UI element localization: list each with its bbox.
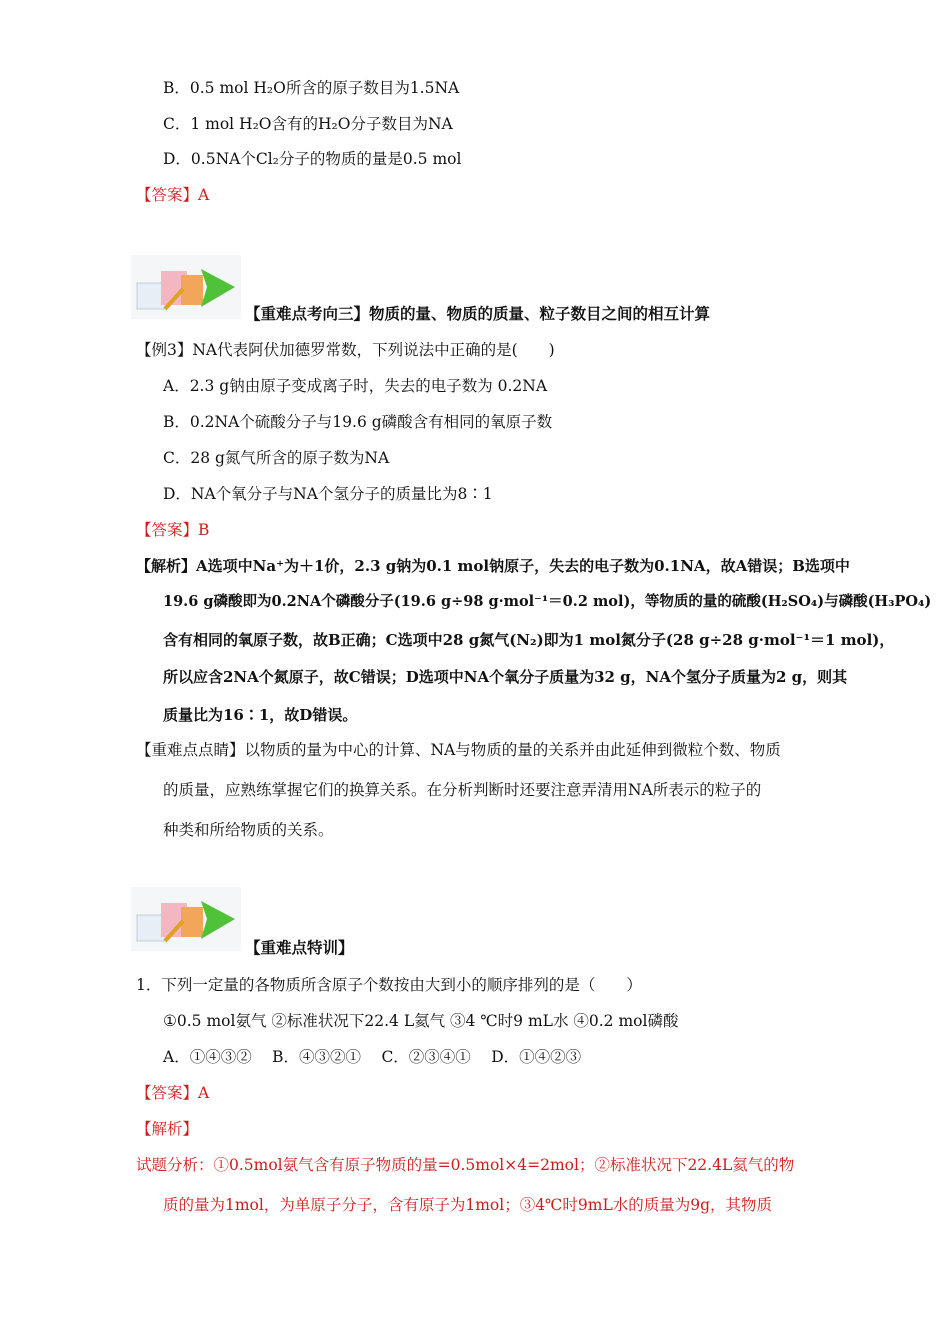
section-icon [131,255,241,319]
training-analysis-line-2: 质的量为1mol，为单原子分子，含有原子为1mol；③4℃时9mL水的质量为9g，其物质 [163,1196,773,1214]
ex3-option-c: C．28 g氮气所含的原子数为NA [163,449,390,467]
training-icon [131,887,241,951]
section3-title: 【重难点考向三】物质的量、物质的质量、粒子数目之间的相互计算 [245,304,711,323]
tips-line-2: 的质量，应熟练掌握它们的换算关系。在分析判断时还要注意弄清用NA所表示的粒子的 [163,781,762,799]
ex3-option-d: D．NA个氧分子与NA个氢分子的质量比为8∶1 [163,485,493,503]
option-c: C．1 mol H₂O含有的H₂O分子数目为NA [163,115,453,133]
analysis-line-2: 19.6 g磷酸即为0.2NA个磷酸分子(19.6 g÷98 g·mol⁻¹＝0.2 mol)，等物质的量的硫酸(H₂SO₄)与磷酸(H₃PO₄) [163,593,932,610]
ex3-option-a: A．2.3 g钠由原子变成离子时，失去的电子数为 0.2NA [163,377,548,395]
training-q1-stem: 1．下列一定量的各物质所含原子个数按由大到小的顺序排列的是（ ） [136,976,642,994]
tips-line-3: 种类和所给物质的关系。 [163,821,334,839]
ex3-option-b: B．0.2NA个硫酸分子与19.6 g磷酸含有相同的氧原子数 [163,413,553,431]
training-title: 【重难点特训】 [245,938,354,957]
analysis-label: 【解析】 [136,1120,199,1138]
analysis-line-3: 含有相同的氧原子数，故B正确；C选项中28 g氮气(N₂)即为1 mol氮分子(28 g÷28 g·mol⁻¹＝1 mol)， [163,631,895,649]
answer-ex3: 【答案】B [136,521,210,539]
tips-line-1: 【重难点点睛】以物质的量为中心的计算、NA与物质的量的关系并由此延伸到微粒个数、物质 [136,741,781,759]
answer-q2: 【答案】A [136,186,210,204]
analysis-line-5: 质量比为16∶1，故D错误。 [163,706,358,724]
answer-training-q1: 【答案】A [136,1084,210,1102]
training-q1-options: A．①④③② B．④③②① C．②③④① D．①④②③ [163,1048,582,1066]
analysis-line-1: 【解析】A选项中Na⁺为＋1价，2.3 g钠为0.1 mol钠原子，失去的电子数为0.1NA，故A错误；B选项中 [136,557,850,575]
analysis-line-4: 所以应含2NA个氮原子，故C错误；D选项中NA个氧分子质量为32 g，NA个氢分子质量为2 g，则其 [163,668,848,686]
option-d: D．0.5NA个Cl₂分子的物质的量是0.5 mol [163,150,462,168]
training-analysis-line-1: 试题分析：①0.5mol氨气含有原子物质的量=0.5mol×4=2mol；②标准状况下22.4L氦气的物 [136,1156,795,1174]
option-b: B．0.5 mol H₂O所含的原子数目为1.5NA [163,79,460,97]
example-3-stem: 【例3】NA代表阿伏加德罗常数，下列说法中正确的是( ) [136,341,555,359]
training-q1-items: ①0.5 mol氨气 ②标准状况下22.4 L氦气 ③4 ℃时9 mL水 ④0.2 mol磷酸 [163,1012,679,1030]
